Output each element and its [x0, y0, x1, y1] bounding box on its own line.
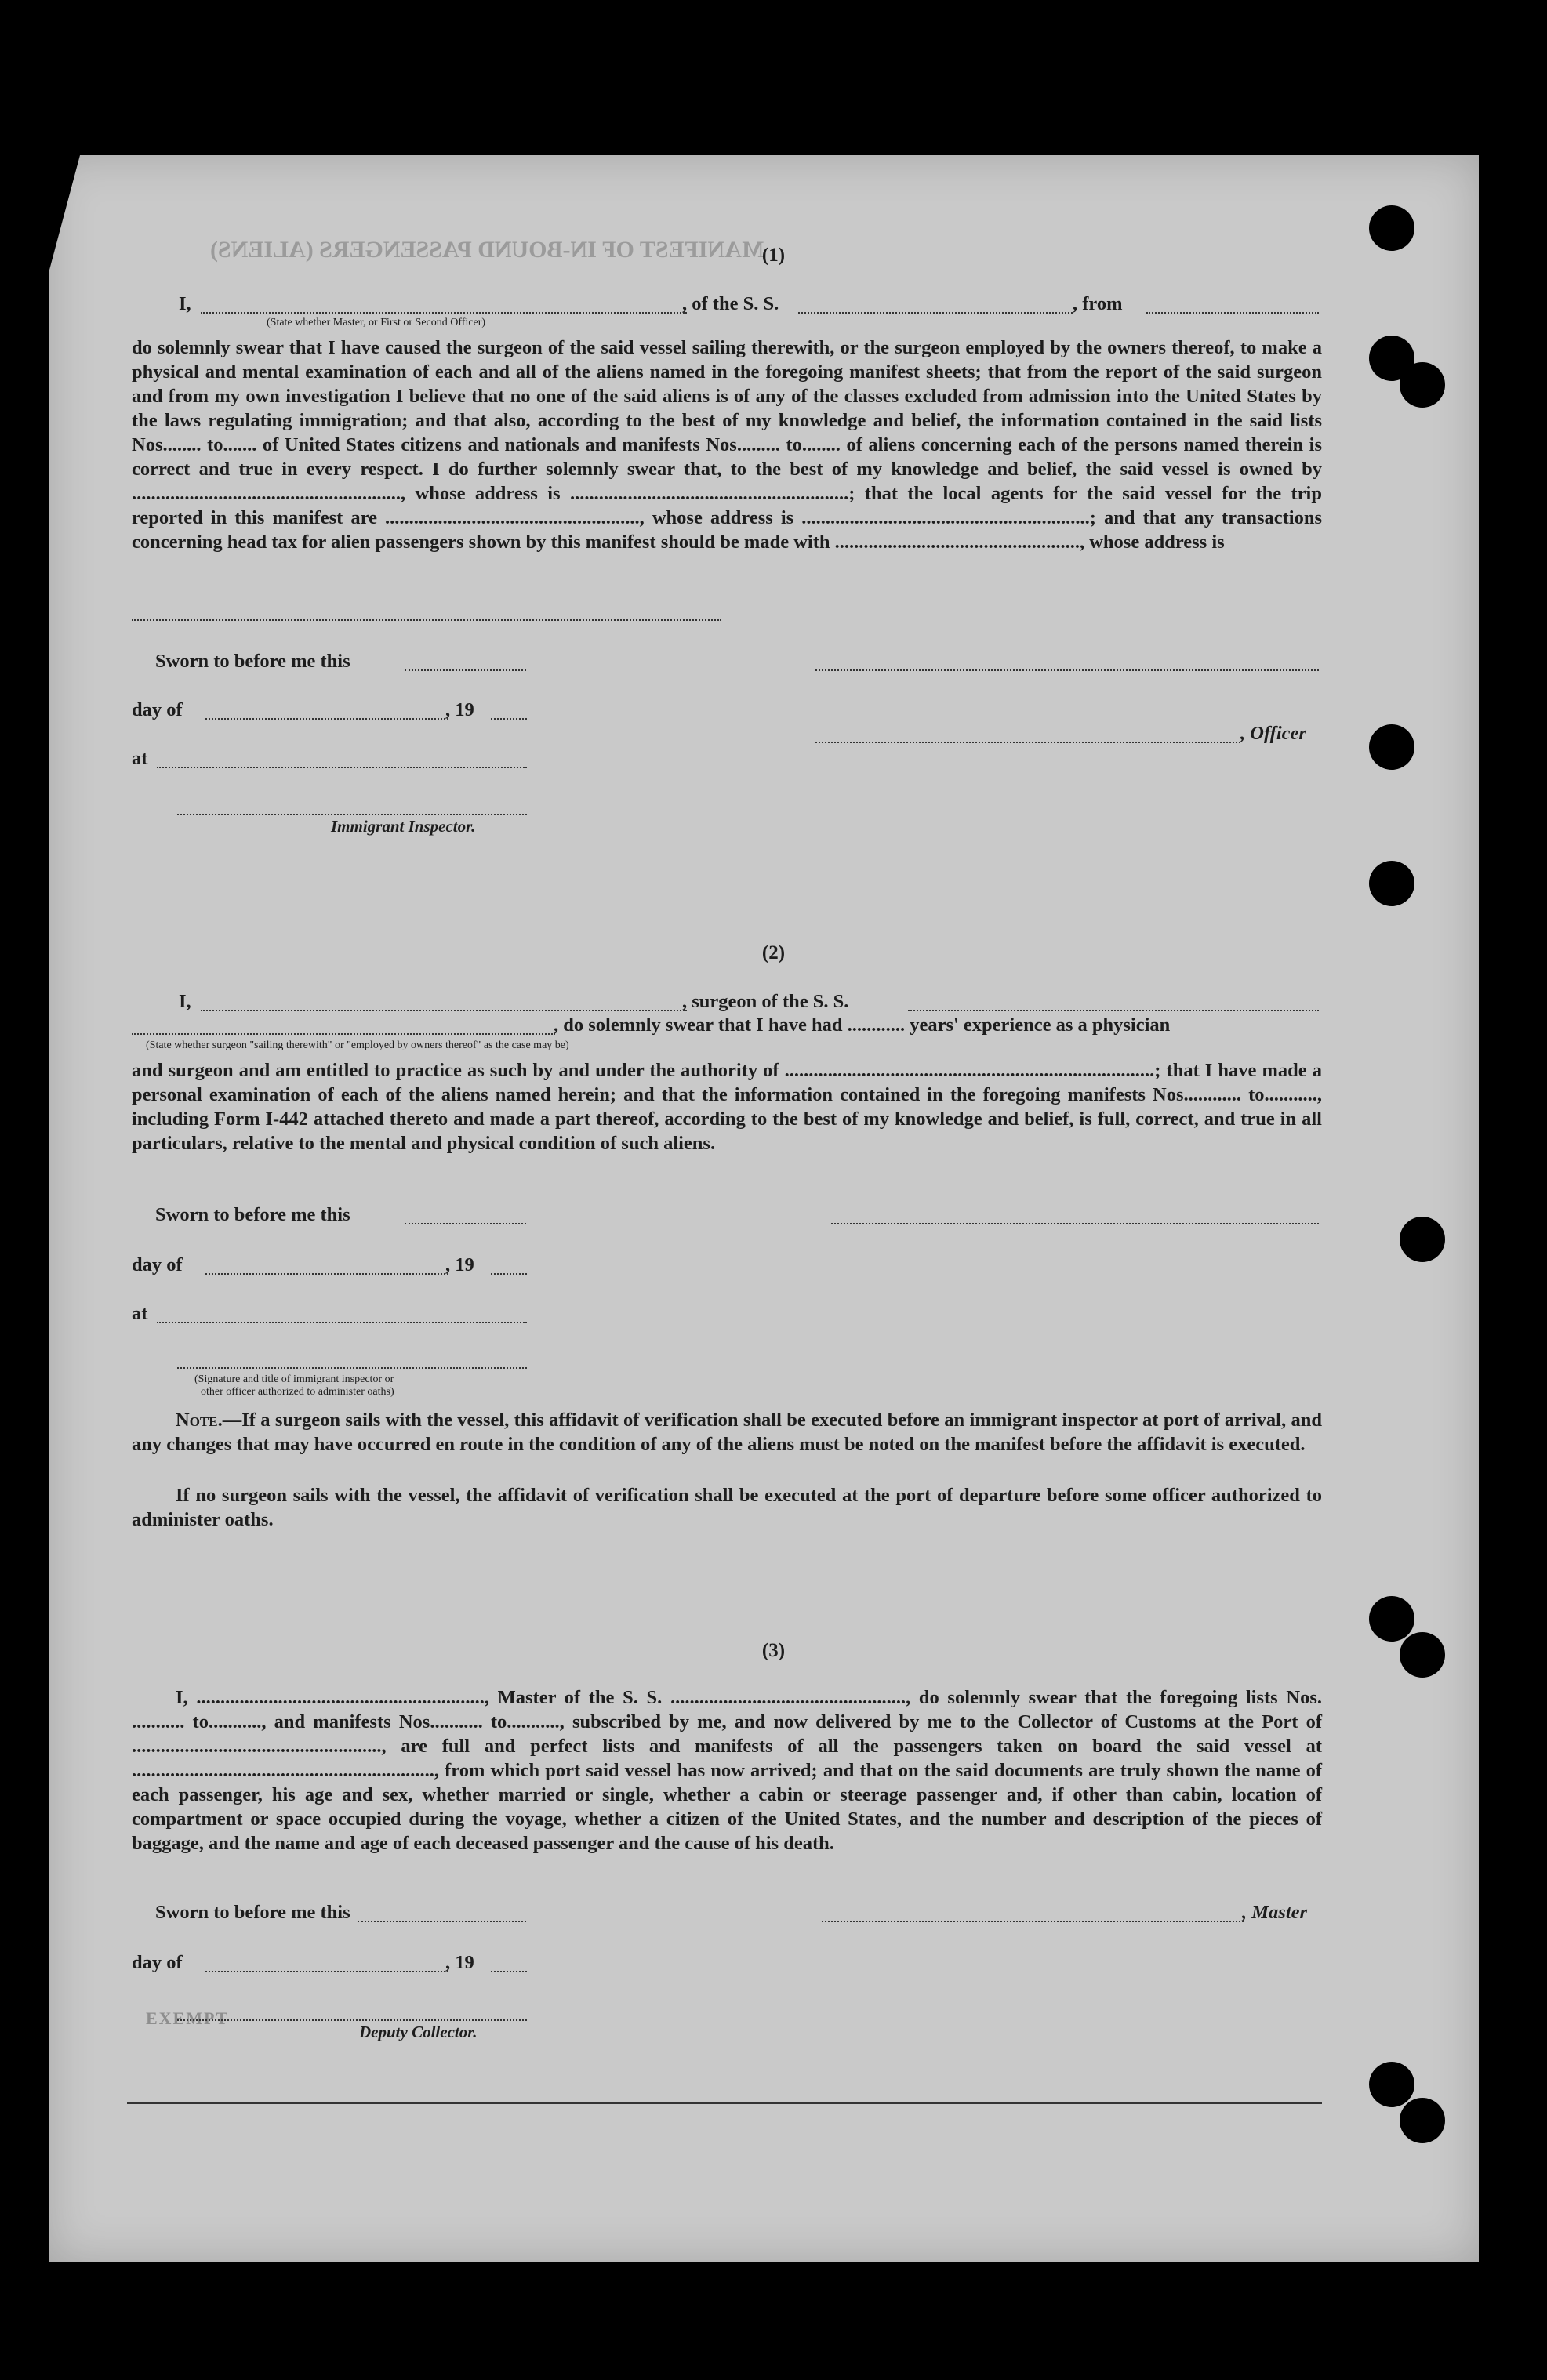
- blank-officer-signature: [815, 742, 1240, 743]
- section-3-day-of: day of: [132, 1952, 183, 1973]
- blank-master-signature: [822, 1921, 1244, 1922]
- punch-hole: [1369, 2062, 1414, 2107]
- blank-sworn-day-3: [358, 1921, 526, 1922]
- blank-officer-signature-top: [815, 669, 1319, 671]
- punch-hole: [1400, 362, 1445, 408]
- section-2-number: (2): [761, 942, 786, 963]
- section-2-paragraph: and surgeon and am entitled to practice as such by and under the authority of .............................................................................; that I have made a personal examination of each of the aliens named herein; and that the information contained in the foregoing manifests Nos............ to..........., including Form I-442 attached thereto and made a part thereof, according to the best of my knowledge and belief, is full, correct, and true in all particulars, relative to the mental and physical condition of such aliens.: [132, 1060, 1322, 1154]
- section-1-caption: (State whether Master, or First or Second Officer): [267, 317, 486, 328]
- exempt-stamp: EXEMPT: [146, 2008, 230, 2028]
- punch-hole: [1400, 1217, 1445, 1262]
- section-2-sig-caption-1: (Signature and title of immigrant inspector or: [194, 1373, 394, 1385]
- blank-year-2: [491, 1273, 527, 1275]
- section-3-sworn: Sworn to before me this: [155, 1902, 350, 1923]
- punch-hole: [1400, 2098, 1445, 2143]
- section-3-master: , Master: [1242, 1902, 1308, 1923]
- blank-port-from: [1146, 312, 1319, 314]
- blank-at-place: [157, 767, 527, 768]
- section-2-caption: (State whether surgeon "sailing therewith" or "employed by owners thereof" as the case may be): [146, 1039, 569, 1051]
- blank-inspector-signature-2: [177, 1367, 527, 1369]
- section-1-officer: , Officer: [1240, 723, 1306, 744]
- punch-hole: [1369, 724, 1414, 770]
- blank-sworn-day-2: [405, 1223, 526, 1224]
- blank-deputy-signature: [177, 2019, 527, 2021]
- note-text: —If a surgeon sails with the vessel, this affidavit of verification shall be executed before an immigrant inspector at port of arrival, and any changes that may have occurred en route in the condition of any of the aliens must be noted on the manifest before the affidavit is executed.: [132, 1409, 1322, 1455]
- section-1-line1-from: , from: [1073, 293, 1123, 314]
- section-1-sworn: Sworn to before me this: [155, 651, 350, 672]
- blank-day-month: [205, 718, 448, 720]
- section-2-note: [132, 1408, 1322, 1457]
- section-1-number: (1): [761, 245, 786, 266]
- note-label: Note.: [176, 1409, 223, 1431]
- bleed-through-header: MANIFEST OF IN-BOUND PASSENGERS (ALIENS): [210, 237, 764, 263]
- blank-surgeon-status: [132, 1033, 555, 1035]
- punch-hole: [1369, 1596, 1414, 1642]
- section-1-at: at: [132, 748, 148, 769]
- blank-day-month-2: [205, 1273, 448, 1275]
- section-1-inspector: Immigrant Inspector.: [331, 817, 476, 836]
- section-1-line1-i: I,: [179, 293, 191, 314]
- section-1-line1-vessel: , of the S. S.: [682, 293, 779, 314]
- blank-address-tail: [132, 619, 721, 621]
- section-2-line1-surgeon: , surgeon of the S. S.: [682, 991, 849, 1012]
- section-3-deputy: Deputy Collector.: [359, 2023, 478, 2041]
- punch-hole: [1369, 861, 1414, 906]
- blank-year: [491, 718, 527, 720]
- blank-inspector-signature: [177, 814, 527, 815]
- section-2-at: at: [132, 1303, 148, 1324]
- blank-vessel-name: [798, 312, 1073, 314]
- blank-surgeon-signature: [831, 1223, 1319, 1224]
- section-3-number: (3): [761, 1640, 786, 1661]
- section-2-note2: If no surgeon sails with the vessel, the affidavit of verification shall be executed at the port of departure before some officer authorized to administer oaths.: [132, 1485, 1322, 1530]
- section-2-sworn: Sworn to before me this: [155, 1204, 350, 1225]
- blank-officer-name: [201, 312, 687, 314]
- blank-at-place-2: [157, 1322, 527, 1323]
- section-2-day-of: day of: [132, 1254, 183, 1275]
- blank-year-3: [491, 1971, 527, 1972]
- section-3-year: , 19: [445, 1952, 474, 1973]
- section-3-paragraph: I, ............................................................, Master of the S. S. ................................................., do solemnly swear that the foregoing lists Nos. ........... to..........., and manifests Nos........... to..........., subscribed by me, and now delivered by me to the Collector of Customs at the Port of ...................................................., are full and perfect lists and manifests of all the passengers taken on board the said vessel at ..............................................................., from which port said vessel has now arrived; and that on the said documents are truly shown the name of each passenger, his age and sex, whether married or single, whether a cabin or steerage passenger and, if other than cabin, location of compartment or space occupied during the voyage, whether a citizen of the United States, and the number and description of the pieces of baggage, and the name and age of each deceased passenger and the cause of his death.: [132, 1687, 1322, 1854]
- section-2-line2: , do solemnly swear that I have had ............ years' experience as a physician: [554, 1014, 1171, 1036]
- section-1-paragraph: do solemnly swear that I have caused the surgeon of the said vessel sailing therewith, or the surgeon employed by the owners thereof, to make a physical and mental examination of each and all of the aliens named in the foregoing manifest sheets; that from the report of the said surgeon and from my own investigation I believe that no one of the said aliens is of any of the classes excluded from admission into the United States by the laws regulating immigration; and that also, according to the best of my knowledge and belief, the information contained in the said lists Nos........ to....... of United States citizens and nationals and manifests Nos......... to........ of aliens concerning each of the persons named therein is correct and true in every respect. I do further solemnly swear that, to the best of my knowledge and belief, the said vessel is owned by ........................................................, whose address is ..........................................................; that the local agents for the said vessel for the trip reported in this manifest are ....................................................., whose address is ............................................................; and that any transactions concerning head tax for alien passengers shown by this manifest should be made with ..................................................., whose address is: [132, 337, 1322, 553]
- blank-vessel-name-2: [908, 1010, 1319, 1011]
- section-2-sig-caption-2: other officer authorized to administer oaths): [201, 1386, 394, 1398]
- section-1-day-of: day of: [132, 699, 183, 720]
- blank-sworn-day: [405, 669, 526, 671]
- section-1-year: , 19: [445, 699, 474, 720]
- section-2-line1-i: I,: [179, 991, 191, 1012]
- blank-day-month-3: [205, 1971, 448, 1972]
- blank-surgeon-name: [201, 1010, 687, 1011]
- section-2-year: , 19: [445, 1254, 474, 1275]
- bottom-rule: [127, 2102, 1322, 2104]
